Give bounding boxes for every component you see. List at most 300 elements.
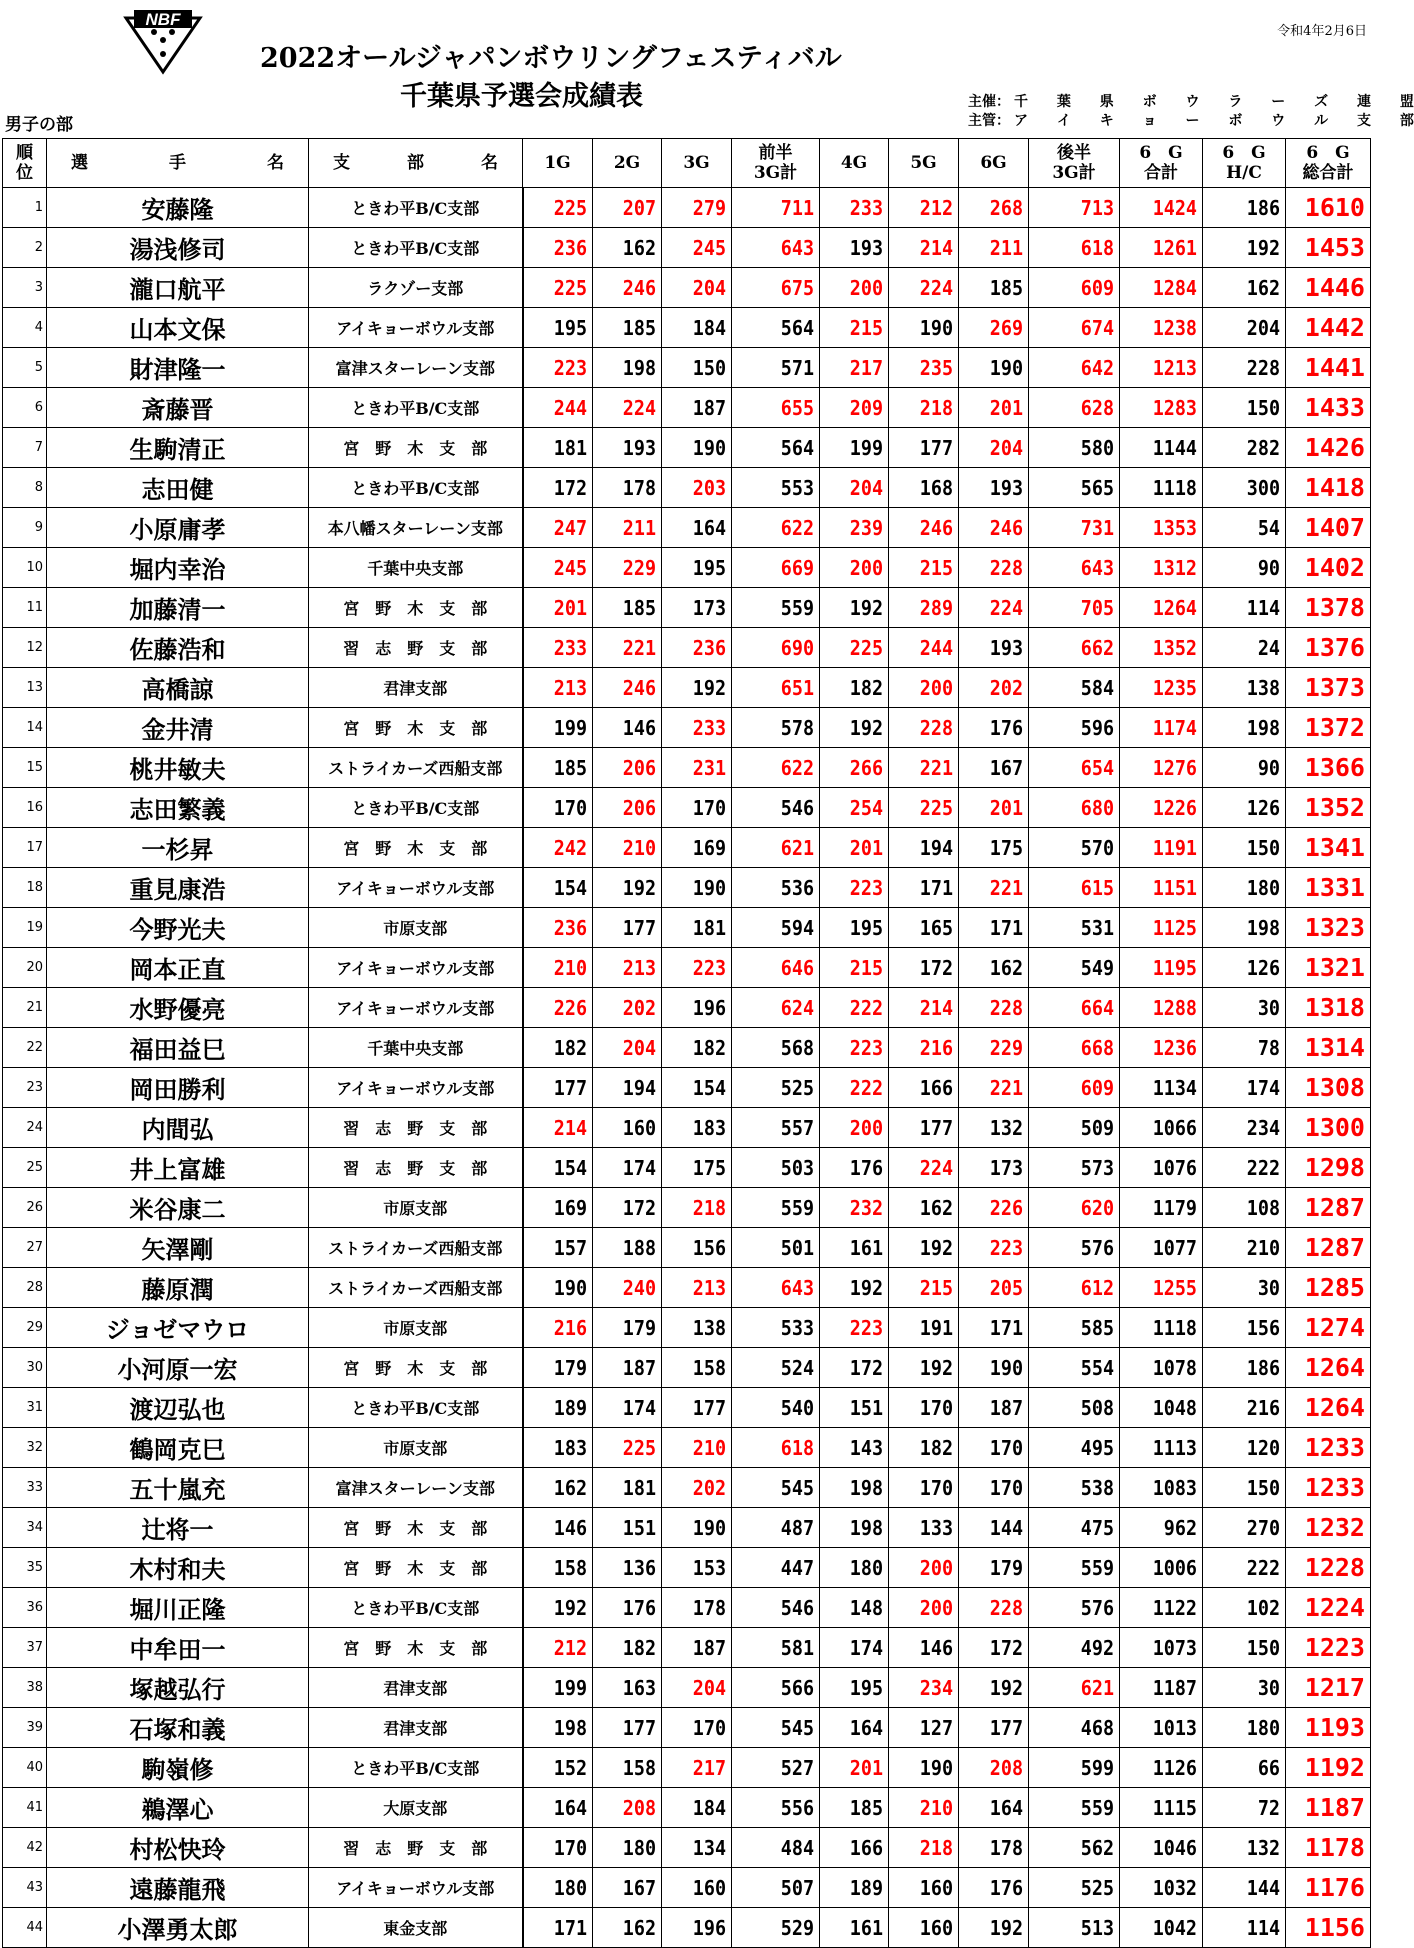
first-half-total: 675 [739,268,820,308]
handicap: 186 [1209,188,1285,228]
game1-score: 247 [528,508,592,548]
six-game-total: 1283 [1126,388,1202,428]
game5-score: 192 [894,1228,958,1268]
player-name: 志田繁義 [47,788,309,828]
game2-score: 213 [598,948,661,988]
six-game-total: 1115 [1126,1788,1202,1828]
branch-name: 本八幡スターレーン支部 [309,508,523,548]
game4-score: 180 [825,1548,888,1588]
game6-score: 228 [964,548,1028,588]
game2-score: 176 [598,1588,661,1628]
rank-cell: 11 [3,588,47,628]
org-char: ョ [1142,113,1157,129]
game6-score: 179 [964,1548,1028,1588]
game1-score: 179 [528,1348,592,1388]
table-header-row [3,139,1371,188]
branch-name: アイキョーボウル支部 [309,988,523,1028]
org-char: ウ [1271,113,1286,129]
game3-score: 154 [667,1068,731,1108]
grand-total: 1298 [1286,1148,1371,1188]
game2-score: 179 [598,1308,661,1348]
game4-score: 239 [825,508,888,548]
game2-score: 174 [598,1388,661,1428]
game4-score: 223 [825,868,888,908]
game3-score: 160 [667,1868,731,1908]
table-row [3,1108,1371,1148]
game4-score: 222 [825,1068,888,1108]
game1-score: 192 [528,1588,592,1628]
first-half-total: 564 [739,428,820,468]
org-char: ー [1185,113,1200,129]
game6-score: 208 [964,1748,1028,1788]
game2-score: 198 [598,348,661,388]
table-row [3,748,1371,788]
handicap: 30 [1209,988,1285,1028]
grand-total: 1223 [1286,1628,1371,1668]
rank-cell: 33 [3,1468,47,1508]
grand-total: 1300 [1286,1108,1371,1148]
game5-score: 171 [894,868,958,908]
rank-cell: 34 [3,1508,47,1548]
table-row [3,1388,1371,1428]
game6-score: 172 [964,1628,1028,1668]
handicap: 78 [1209,1028,1285,1068]
game3-score: 187 [667,388,731,428]
game3-score: 231 [667,748,731,788]
first-half-total: 622 [739,748,820,788]
game6-score: 193 [964,468,1028,508]
first-half-total: 501 [739,1228,820,1268]
handicap: 150 [1209,388,1285,428]
player-name: 藤原潤 [47,1268,309,1308]
six-game-total: 1078 [1126,1348,1202,1388]
table-row [3,1148,1371,1188]
branch-name: 君津支部 [309,1708,523,1748]
rank-cell: 2 [3,228,47,268]
game6-score: 132 [964,1108,1028,1148]
org-char: ズ [1314,94,1329,110]
game4-score: 161 [825,1228,888,1268]
grand-total: 1187 [1286,1788,1371,1828]
game1-score: 157 [528,1228,592,1268]
game2-score: 185 [598,308,661,348]
game6-score: 187 [964,1388,1028,1428]
game2-score: 181 [598,1468,661,1508]
rank-cell: 30 [3,1348,47,1388]
game2-score: 136 [598,1548,661,1588]
game6-score: 205 [964,1268,1028,1308]
six-game-total: 1276 [1126,748,1202,788]
grand-total: 1156 [1286,1908,1371,1948]
division-label: 男子の部 [5,115,73,135]
second-half-total: 713 [1036,188,1120,228]
handicap: 216 [1209,1388,1285,1428]
game3-score: 233 [667,708,731,748]
first-half-total: 546 [739,1588,820,1628]
player-name: 志田健 [47,468,309,508]
game6-score: 171 [964,908,1028,948]
handicap: 30 [1209,1268,1285,1308]
six-game-total: 1113 [1126,1428,1202,1468]
second-half-total: 531 [1036,908,1120,948]
six-game-total: 1046 [1126,1828,1202,1868]
player-name: 生駒清正 [47,428,309,468]
first-half-total: 690 [739,628,820,668]
col-6g-total: 6 G 合計 [1120,139,1203,188]
game4-score: 143 [825,1428,888,1468]
six-game-total: 1235 [1126,668,1202,708]
table-row [3,428,1371,468]
game4-score: 200 [825,1108,888,1148]
second-half-total: 621 [1036,1668,1120,1708]
second-half-total: 509 [1036,1108,1120,1148]
player-name: 遠藤龍飛 [47,1868,309,1908]
handicap: 54 [1209,508,1285,548]
game2-score: 207 [598,188,661,228]
game1-score: 244 [528,388,592,428]
table-row [3,468,1371,508]
game4-score: 204 [825,468,888,508]
rank-cell: 42 [3,1828,47,1868]
second-half-total: 596 [1036,708,1120,748]
game6-score: 176 [964,708,1028,748]
second-half-total: 731 [1036,508,1120,548]
table-row [3,1348,1371,1388]
branch-name: 習 志 野 支 部 [309,628,523,668]
handicap: 198 [1209,908,1285,948]
game2-score: 182 [598,1628,661,1668]
game4-score: 200 [825,268,888,308]
col-second-half: 後半 3G計 [1029,139,1120,188]
game4-score: 232 [825,1188,888,1228]
manager-label: 主管： [968,113,1010,129]
game2-score: 151 [598,1508,661,1548]
player-name: 佐藤浩和 [47,628,309,668]
first-half-total: 578 [739,708,820,748]
game4-score: 185 [825,1788,888,1828]
game5-score: 192 [894,1348,958,1388]
game1-score: 201 [528,588,592,628]
rank-cell: 32 [3,1428,47,1468]
player-name: 小河原一宏 [47,1348,309,1388]
game6-score: 228 [964,988,1028,1028]
organizer-block [968,93,1414,131]
game1-score: 181 [528,428,592,468]
rank-cell: 4 [3,308,47,348]
grand-total: 1378 [1286,588,1371,628]
second-half-total: 525 [1036,1868,1120,1908]
handicap: 144 [1209,1868,1285,1908]
game4-score: 254 [825,788,888,828]
six-game-total: 1126 [1126,1748,1202,1788]
game5-score: 289 [894,588,958,628]
game2-score: 177 [598,908,661,948]
second-half-total: 680 [1036,788,1120,828]
game3-score: 156 [667,1228,731,1268]
branch-name: 大原支部 [309,1788,523,1828]
six-game-total: 1424 [1126,188,1202,228]
branch-name: 宮 野 木 支 部 [309,1348,523,1388]
branch-name: 宮 野 木 支 部 [309,588,523,628]
game3-score: 177 [667,1388,731,1428]
game1-score: 210 [528,948,592,988]
handicap: 138 [1209,668,1285,708]
game6-score: 167 [964,748,1028,788]
game3-score: 178 [667,1588,731,1628]
grand-total: 1264 [1286,1348,1371,1388]
rank-cell: 22 [3,1028,47,1068]
player-name: 岡田勝利 [47,1068,309,1108]
game5-score: 221 [894,748,958,788]
game5-score: 133 [894,1508,958,1548]
grand-total: 1373 [1286,668,1371,708]
handicap: 108 [1209,1188,1285,1228]
game3-score: 134 [667,1828,731,1868]
col-handicap: 6 G H/C [1203,139,1286,188]
first-half-total: 646 [739,948,820,988]
grand-total: 1453 [1286,228,1371,268]
player-name: 小原庸孝 [47,508,309,548]
grand-total: 1314 [1286,1028,1371,1068]
game5-score: 234 [894,1668,958,1708]
grand-total: 1323 [1286,908,1371,948]
table-row [3,1708,1371,1748]
player-name: 金井清 [47,708,309,748]
six-game-total: 1284 [1126,268,1202,308]
branch-name: ときわ平B/C支部 [309,1748,523,1788]
branch-name: ときわ平B/C支部 [309,188,523,228]
first-half-total: 557 [739,1108,820,1148]
grand-total: 1441 [1286,348,1371,388]
game5-score: 177 [894,428,958,468]
rank-cell: 8 [3,468,47,508]
svg-text:NBF: NBF [145,10,181,29]
branch-name: 市原支部 [309,1188,523,1228]
game4-score: 233 [825,188,888,228]
rank-cell: 5 [3,348,47,388]
handicap: 162 [1209,268,1285,308]
handicap: 30 [1209,1668,1285,1708]
table-row [3,1908,1371,1948]
branch-name: アイキョーボウル支部 [309,1068,523,1108]
game5-score: 190 [894,1748,958,1788]
first-half-total: 447 [739,1548,820,1588]
second-half-total: 554 [1036,1348,1120,1388]
second-half-total: 599 [1036,1748,1120,1788]
game3-score: 190 [667,1508,731,1548]
branch-name: ときわ平B/C支部 [309,1388,523,1428]
first-half-total: 564 [739,308,820,348]
second-half-total: 559 [1036,1788,1120,1828]
rank-cell: 31 [3,1388,47,1428]
rank-cell: 28 [3,1268,47,1308]
table-row [3,508,1371,548]
game4-score: 148 [825,1588,888,1628]
grand-total: 1352 [1286,788,1371,828]
six-game-total: 1261 [1126,228,1202,268]
rank-cell: 23 [3,1068,47,1108]
game4-score: 166 [825,1828,888,1868]
game2-score: 225 [598,1428,661,1468]
six-game-total: 1352 [1126,628,1202,668]
rank-cell: 40 [3,1748,47,1788]
game4-score: 217 [825,348,888,388]
game3-score: 153 [667,1548,731,1588]
game1-score: 182 [528,1028,592,1068]
first-half-total: 540 [739,1388,820,1428]
player-name: 井上富雄 [47,1148,309,1188]
game3-score: 182 [667,1028,731,1068]
branch-name: 習 志 野 支 部 [309,1108,523,1148]
grand-total: 1610 [1286,188,1371,228]
player-name: 辻将一 [47,1508,309,1548]
player-name: 一杉昇 [47,828,309,868]
game4-score: 195 [825,908,888,948]
game1-score: 190 [528,1268,592,1308]
org-char: 連 [1357,94,1371,110]
game1-score: 170 [528,788,592,828]
col-game1: 1G [523,139,593,188]
org-char: イ [1056,113,1071,129]
game6-score: 269 [964,308,1028,348]
handicap: 192 [1209,228,1285,268]
game2-score: 221 [598,628,661,668]
six-game-total: 1312 [1126,548,1202,588]
game2-score: 146 [598,708,661,748]
player-name: 木村和夫 [47,1548,309,1588]
game1-score: 171 [528,1908,592,1948]
second-half-total: 576 [1036,1228,1120,1268]
document-subtitle: 千葉県予選会成績表 [400,81,643,112]
col-game5: 5G [889,139,959,188]
game5-score: 235 [894,348,958,388]
game6-score: 164 [964,1788,1028,1828]
rank-cell: 18 [3,868,47,908]
handicap: 180 [1209,868,1285,908]
game3-score: 170 [667,788,731,828]
six-game-total: 1032 [1126,1868,1202,1908]
table-row [3,1268,1371,1308]
six-game-total: 1118 [1126,468,1202,508]
game5-score: 246 [894,508,958,548]
org-char: ウ [1185,94,1200,110]
second-half-total: 662 [1036,628,1120,668]
game6-score: 178 [964,1828,1028,1868]
table-row [3,908,1371,948]
player-name: 塚越弘行 [47,1668,309,1708]
player-name: 渡辺弘也 [47,1388,309,1428]
rank-cell: 37 [3,1628,47,1668]
org-char: 部 [1399,113,1414,129]
game5-score: 225 [894,788,958,828]
grand-total: 1321 [1286,948,1371,988]
handicap: 222 [1209,1548,1285,1588]
player-name: 湯浅修司 [47,228,309,268]
table-row [3,588,1371,628]
second-half-total: 562 [1036,1828,1120,1868]
first-half-total: 524 [739,1348,820,1388]
game3-score: 187 [667,1628,731,1668]
game4-score: 215 [825,948,888,988]
game3-score: 279 [667,188,731,228]
table-row [3,1748,1371,1788]
game4-score: 193 [825,228,888,268]
game3-score: 173 [667,588,731,628]
game3-score: 164 [667,508,731,548]
game2-score: 174 [598,1148,661,1188]
col-rank: 順 位 [3,139,47,188]
game2-score: 160 [598,1108,661,1148]
six-game-total: 1076 [1126,1148,1202,1188]
rank-cell: 1 [3,188,47,228]
table-row [3,1188,1371,1228]
branch-name: 君津支部 [309,1668,523,1708]
game1-score: 172 [528,468,592,508]
second-half-total: 584 [1036,668,1120,708]
game2-score: 194 [598,1068,661,1108]
six-game-total: 1179 [1126,1188,1202,1228]
game4-score: 174 [825,1628,888,1668]
second-half-total: 612 [1036,1268,1120,1308]
six-game-total: 1151 [1126,868,1202,908]
game3-score: 158 [667,1348,731,1388]
game1-score: 169 [528,1188,592,1228]
game5-score: 172 [894,948,958,988]
first-half-total: 536 [739,868,820,908]
second-half-total: 654 [1036,748,1120,788]
handicap: 72 [1209,1788,1285,1828]
second-half-total: 468 [1036,1708,1120,1748]
second-half-total: 495 [1036,1428,1120,1468]
game6-score: 190 [964,348,1028,388]
game6-score: 185 [964,268,1028,308]
game5-score: 146 [894,1628,958,1668]
second-half-total: 492 [1036,1628,1120,1668]
six-game-total: 1042 [1126,1908,1202,1948]
game1-score: 189 [528,1388,592,1428]
grand-total: 1285 [1286,1268,1371,1308]
table-row [3,1868,1371,1908]
game3-score: 190 [667,868,731,908]
game3-score: 204 [667,268,731,308]
grand-total: 1372 [1286,708,1371,748]
game5-score: 214 [894,228,958,268]
table-row [3,1548,1371,1588]
player-name: 駒嶺修 [47,1748,309,1788]
org-char: 盟 [1399,94,1414,110]
game5-score: 215 [894,1268,958,1308]
game6-score: 177 [964,1708,1028,1748]
second-half-total: 609 [1036,268,1120,308]
table-row [3,868,1371,908]
game4-score: 192 [825,708,888,748]
grand-total: 1376 [1286,628,1371,668]
game5-score: 212 [894,188,958,228]
game6-score: 175 [964,828,1028,868]
table-row [3,1428,1371,1468]
game5-score: 218 [894,1828,958,1868]
table-row [3,188,1371,228]
six-game-total: 1122 [1126,1588,1202,1628]
game2-score: 211 [598,508,661,548]
game2-score: 178 [598,468,661,508]
game1-score: 236 [528,908,592,948]
handicap: 186 [1209,1348,1285,1388]
player-name: 五十嵐充 [47,1468,309,1508]
branch-name: 富津スターレーン支部 [309,348,523,388]
game6-score: 173 [964,1148,1028,1188]
game5-score: 182 [894,1428,958,1468]
